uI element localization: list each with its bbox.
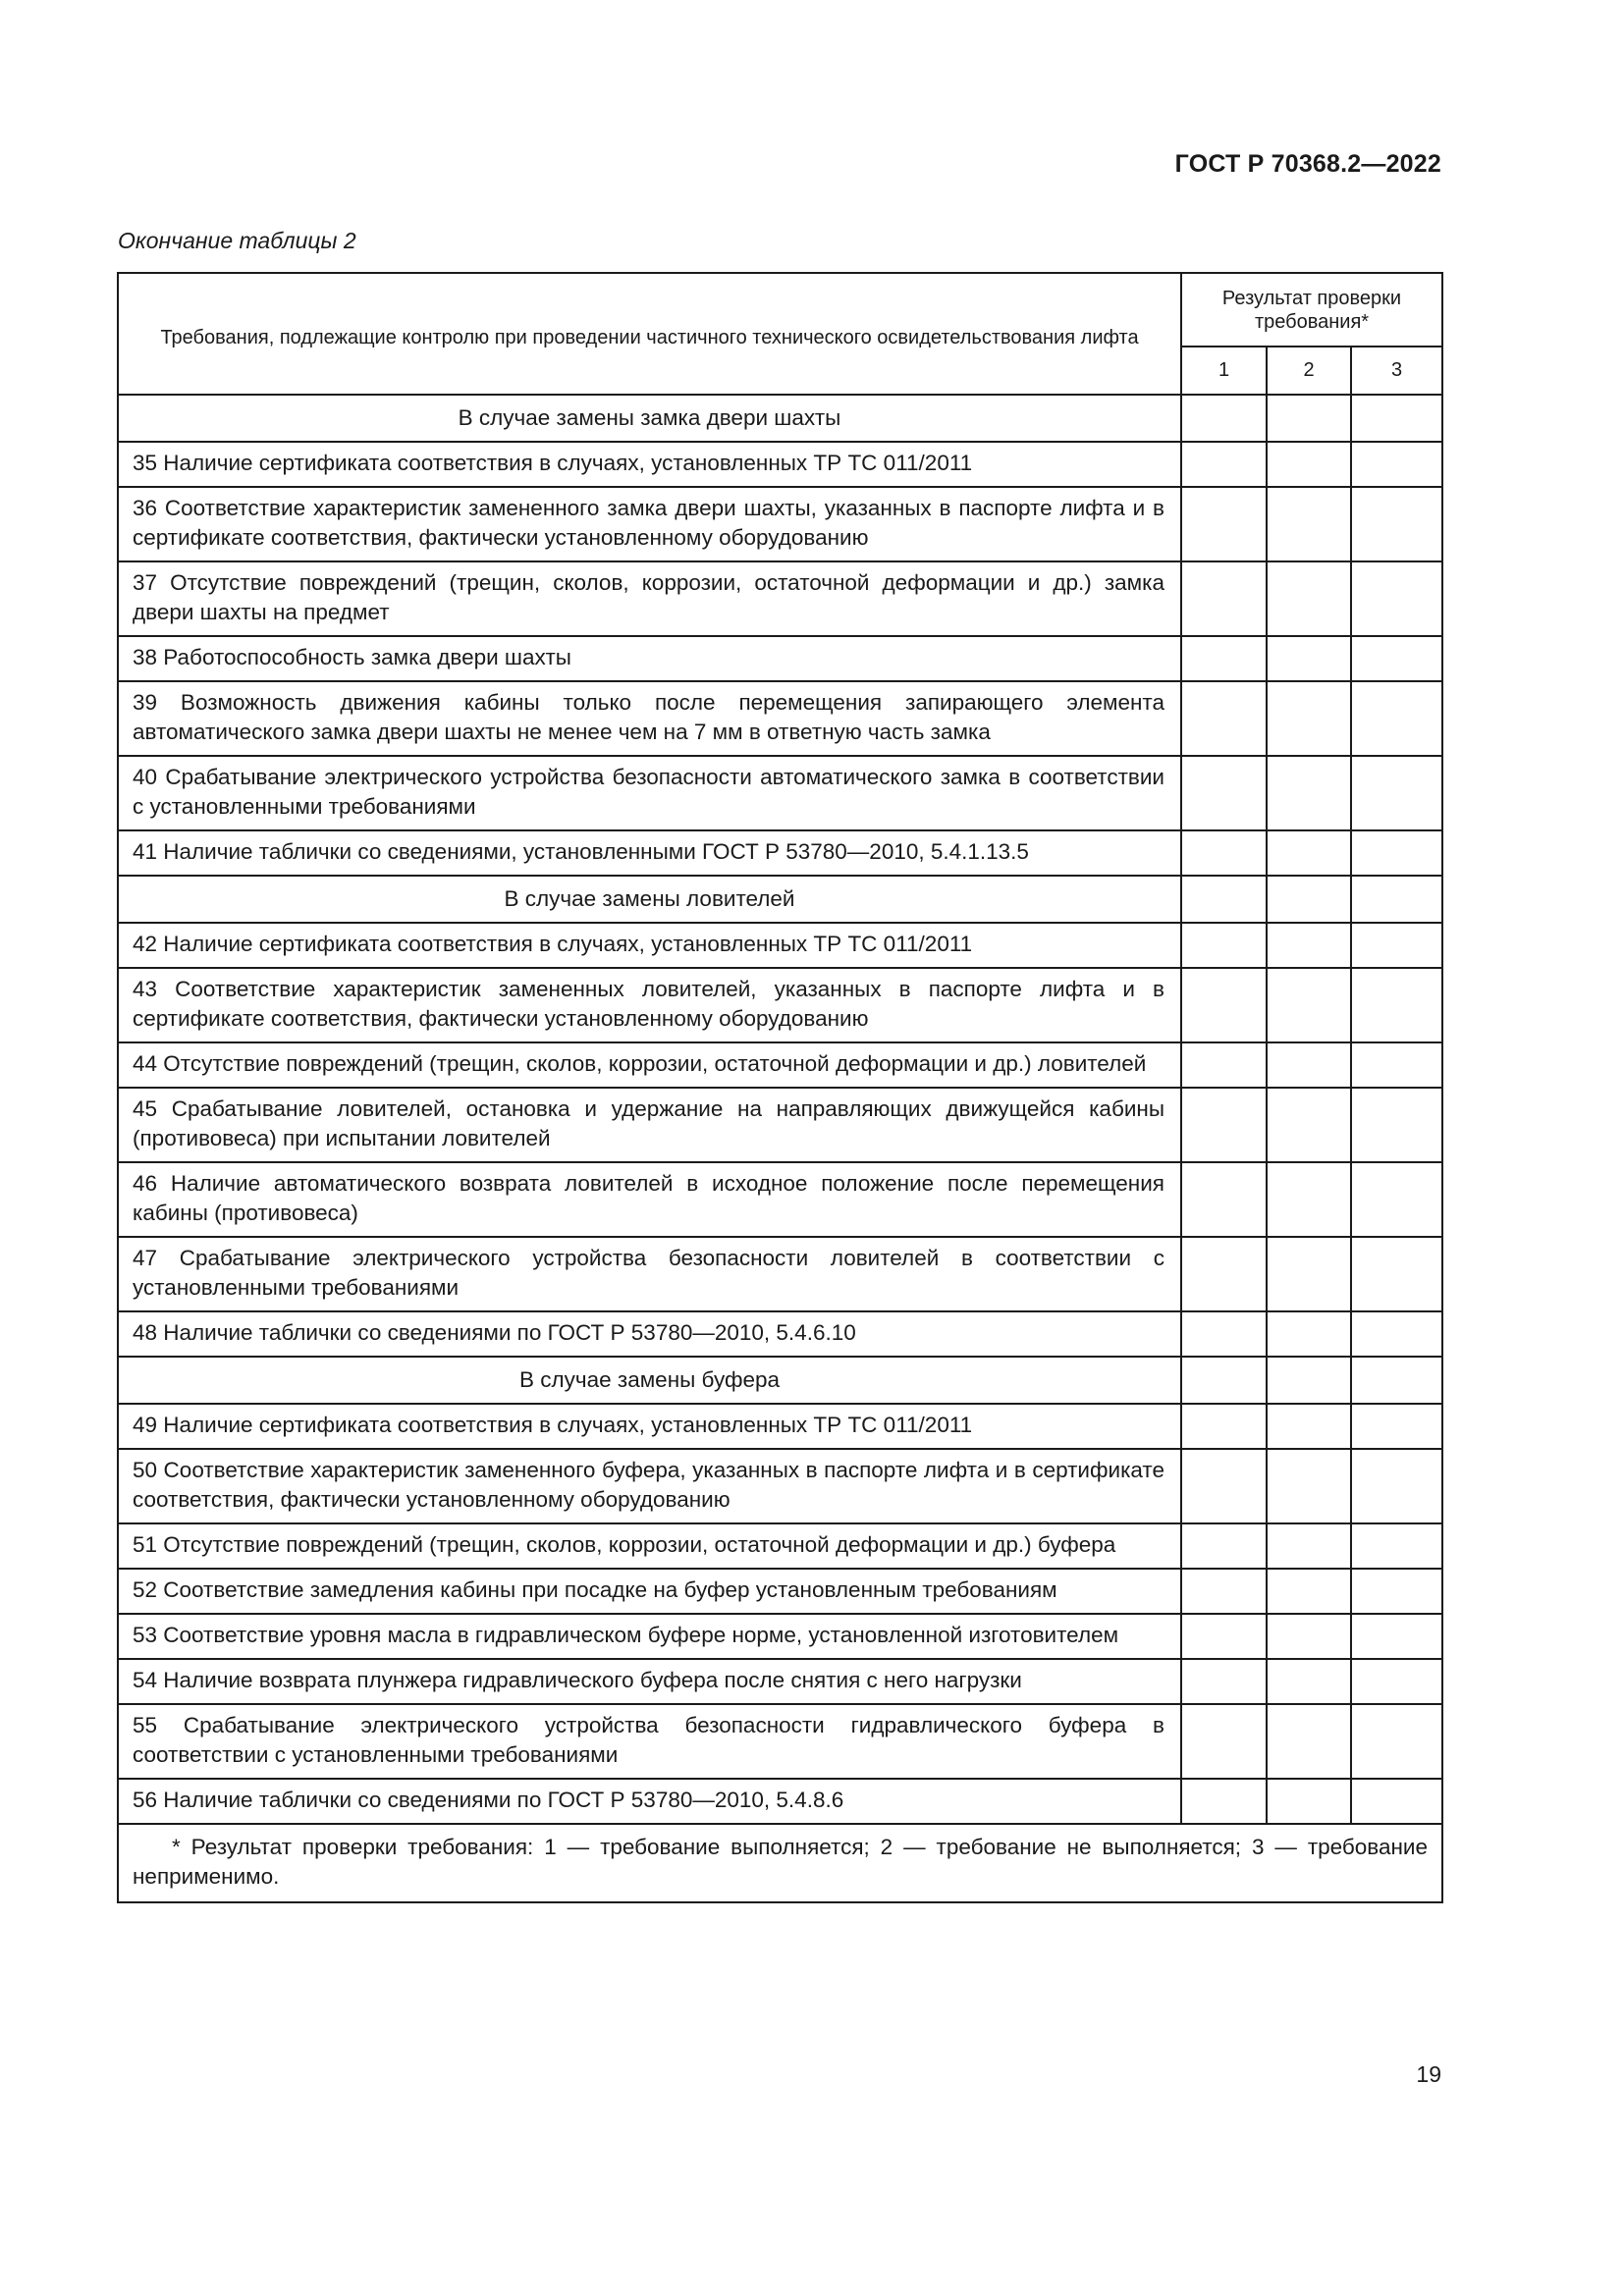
result-cell-1[interactable] (1181, 1523, 1267, 1569)
requirement-text: 36 Соответствие характеристик замененного замка двери шахты, указанных в паспорте лифта и в сертификате соответствия, фактически установленному оборудованию (118, 487, 1181, 561)
requirement-text: 52 Соответствие замедления кабины при посадке на буфер установленным требованиям (118, 1569, 1181, 1614)
result-cell-3[interactable] (1351, 1088, 1442, 1162)
result-cell-3[interactable] (1351, 876, 1442, 923)
header-result: Результат проверки требования* (1181, 273, 1442, 347)
table-row (118, 1779, 1442, 1824)
table-row (118, 1704, 1442, 1779)
result-cell-2[interactable] (1267, 1569, 1351, 1614)
result-cell-2[interactable] (1267, 1237, 1351, 1311)
result-cell-1[interactable] (1181, 756, 1267, 830)
result-cell-2[interactable] (1267, 1311, 1351, 1357)
document-code: ГОСТ Р 70368.2—2022 (1174, 150, 1441, 178)
result-cell-1[interactable] (1181, 442, 1267, 487)
result-cell-3[interactable] (1351, 1659, 1442, 1704)
result-cell-3[interactable] (1351, 395, 1442, 442)
result-cell-1[interactable] (1181, 1162, 1267, 1237)
section-row (118, 876, 1442, 923)
requirement-text: 54 Наличие возврата плунжера гидравлического буфера после снятия с него нагрузки (118, 1659, 1181, 1704)
table-row (118, 1523, 1442, 1569)
result-cell-3[interactable] (1351, 442, 1442, 487)
result-cell-2[interactable] (1267, 1088, 1351, 1162)
table-row (118, 681, 1442, 756)
result-cell-1[interactable] (1181, 681, 1267, 756)
result-cell-2[interactable] (1267, 487, 1351, 561)
result-cell-2[interactable] (1267, 1523, 1351, 1569)
table-row (118, 1237, 1442, 1311)
result-cell-3[interactable] (1351, 1237, 1442, 1311)
requirement-text: 35 Наличие сертификата соответствия в случаях, установленных ТР ТС 011/2011 (118, 442, 1181, 487)
requirement-text: 49 Наличие сертификата соответствия в случаях, установленных ТР ТС 011/2011 (118, 1404, 1181, 1449)
result-cell-1[interactable] (1181, 1311, 1267, 1357)
result-cell-1[interactable] (1181, 1659, 1267, 1704)
result-cell-3[interactable] (1351, 561, 1442, 636)
table-row (118, 442, 1442, 487)
requirement-text: 38 Работоспособность замка двери шахты (118, 636, 1181, 681)
requirement-text: 45 Срабатывание ловителей, остановка и удержание на направляющих движущейся кабины (противовеса) при испытании ловителей (118, 1088, 1181, 1162)
result-cell-2[interactable] (1267, 1357, 1351, 1404)
result-cell-2[interactable] (1267, 923, 1351, 968)
result-cell-2[interactable] (1267, 561, 1351, 636)
result-cell-3[interactable] (1351, 1523, 1442, 1569)
table-row (118, 968, 1442, 1042)
requirement-text: 40 Срабатывание электрического устройства безопасности автоматического замка в соответствии с установленными требованиями (118, 756, 1181, 830)
result-cell-2[interactable] (1267, 395, 1351, 442)
result-cell-2[interactable] (1267, 1779, 1351, 1824)
footnote-text: * Результат проверки требования: 1 — требование выполняется; 2 — требование не выполняется; 3 — требование неприменимо. (133, 1835, 1429, 1889)
result-cell-2[interactable] (1267, 1404, 1351, 1449)
result-cell-3[interactable] (1351, 1614, 1442, 1659)
result-cell-2[interactable] (1267, 968, 1351, 1042)
result-cell-1[interactable] (1181, 1088, 1267, 1162)
result-cell-2[interactable] (1267, 636, 1351, 681)
requirement-text: 41 Наличие таблички со сведениями, установленными ГОСТ Р 53780—2010, 5.4.1.13.5 (118, 830, 1181, 876)
result-cell-2[interactable] (1267, 1449, 1351, 1523)
table-caption: Окончание таблицы 2 (118, 228, 356, 253)
requirement-text: 43 Соответствие характеристик замененных ловителей, указанных в паспорте лифта и в сертификате соответствия, фактически установленному оборудованию (118, 968, 1181, 1042)
section-title: В случае замены замка двери шахты (118, 395, 1181, 442)
result-cell-3[interactable] (1351, 1311, 1442, 1357)
result-cell-3[interactable] (1351, 681, 1442, 756)
result-cell-3[interactable] (1351, 1449, 1442, 1523)
result-cell-2[interactable] (1267, 1704, 1351, 1779)
header-col-3: 3 (1351, 347, 1442, 395)
result-cell-2[interactable] (1267, 830, 1351, 876)
requirement-text: 44 Отсутствие повреждений (трещин, сколов, коррозии, остаточной деформации и др.) ловителей (118, 1042, 1181, 1088)
requirement-text: 53 Соответствие уровня масла в гидравлическом буфере норме, установленной изготовителем (118, 1614, 1181, 1659)
header-col-1: 1 (1181, 347, 1267, 395)
result-cell-1[interactable] (1181, 1614, 1267, 1659)
result-cell-3[interactable] (1351, 830, 1442, 876)
result-cell-2[interactable] (1267, 1042, 1351, 1088)
result-cell-1[interactable] (1181, 1237, 1267, 1311)
table-row (118, 1569, 1442, 1614)
result-cell-2[interactable] (1267, 1162, 1351, 1237)
footnote-row (118, 1824, 1442, 1902)
result-cell-3[interactable] (1351, 1704, 1442, 1779)
result-cell-2[interactable] (1267, 681, 1351, 756)
table-row (118, 830, 1442, 876)
table-row (118, 1088, 1442, 1162)
result-cell-2[interactable] (1267, 1659, 1351, 1704)
header-col-2: 2 (1267, 347, 1351, 395)
requirement-text: 46 Наличие автоматического возврата ловителей в исходное положение после перемещения кабины (противовеса) (118, 1162, 1181, 1237)
table-row (118, 1311, 1442, 1357)
requirement-text: 48 Наличие таблички со сведениями по ГОСТ Р 53780—2010, 5.4.6.10 (118, 1311, 1181, 1357)
result-cell-3[interactable] (1351, 968, 1442, 1042)
result-cell-1[interactable] (1181, 876, 1267, 923)
result-cell-1[interactable] (1181, 561, 1267, 636)
table-row (118, 561, 1442, 636)
result-cell-3[interactable] (1351, 1357, 1442, 1404)
table-row (118, 1404, 1442, 1449)
section-row (118, 1357, 1442, 1404)
result-cell-1[interactable] (1181, 1404, 1267, 1449)
result-cell-2[interactable] (1267, 876, 1351, 923)
result-cell-3[interactable] (1351, 1779, 1442, 1824)
result-cell-1[interactable] (1181, 1569, 1267, 1614)
result-cell-1[interactable] (1181, 487, 1267, 561)
result-cell-1[interactable] (1181, 395, 1267, 442)
requirement-text: 42 Наличие сертификата соответствия в случаях, установленных ТР ТС 011/2011 (118, 923, 1181, 968)
section-row (118, 395, 1442, 442)
result-cell-3[interactable] (1351, 636, 1442, 681)
result-cell-1[interactable] (1181, 636, 1267, 681)
result-cell-1[interactable] (1181, 923, 1267, 968)
result-cell-1[interactable] (1181, 830, 1267, 876)
table-row (118, 1614, 1442, 1659)
requirement-text: 50 Соответствие характеристик замененного буфера, указанных в паспорте лифта и в сертификате соответствия, фактически установленному оборудованию (118, 1449, 1181, 1523)
table-header-row (118, 273, 1442, 347)
requirement-text: 56 Наличие таблички со сведениями по ГОСТ Р 53780—2010, 5.4.8.6 (118, 1779, 1181, 1824)
result-cell-3[interactable] (1351, 1404, 1442, 1449)
requirement-text: 47 Срабатывание электрического устройства безопасности ловителей в соответствии с установленными требованиями (118, 1237, 1181, 1311)
result-cell-3[interactable] (1351, 756, 1442, 830)
table-row (118, 636, 1442, 681)
result-cell-1[interactable] (1181, 968, 1267, 1042)
section-title: В случае замены ловителей (118, 876, 1181, 923)
table-row (118, 1659, 1442, 1704)
table-row (118, 756, 1442, 830)
table-row (118, 1449, 1442, 1523)
requirement-text: 39 Возможность движения кабины только после перемещения запирающего элемента автоматического замка двери шахты не менее чем на 7 мм в ответную часть замка (118, 681, 1181, 756)
footnote (118, 1824, 1442, 1902)
table-row (118, 1042, 1442, 1088)
result-cell-1[interactable] (1181, 1357, 1267, 1404)
table-row (118, 1162, 1442, 1237)
result-cell-2[interactable] (1267, 756, 1351, 830)
result-cell-2[interactable] (1267, 442, 1351, 487)
result-cell-1[interactable] (1181, 1042, 1267, 1088)
result-cell-3[interactable] (1351, 1569, 1442, 1614)
result-cell-1[interactable] (1181, 1704, 1267, 1779)
requirement-text: 37 Отсутствие повреждений (трещин, сколов, коррозии, остаточной деформации и др.) замка двери шахты на предмет (118, 561, 1181, 636)
section-title: В случае замены буфера (118, 1357, 1181, 1404)
result-cell-3[interactable] (1351, 923, 1442, 968)
requirements-table (117, 272, 1443, 1903)
result-cell-1[interactable] (1181, 1779, 1267, 1824)
header-requirements: Требования, подлежащие контролю при проведении частичного технического освидетельствования лифта (118, 273, 1181, 395)
requirement-text: 55 Срабатывание электрического устройства безопасности гидравлического буфера в соответствии с установленными требованиями (118, 1704, 1181, 1779)
page-number: 19 (1416, 2061, 1441, 2087)
requirement-text: 51 Отсутствие повреждений (трещин, сколов, коррозии, остаточной деформации и др.) буфера (118, 1523, 1181, 1569)
table-row (118, 923, 1442, 968)
result-cell-3[interactable] (1351, 1042, 1442, 1088)
result-cell-3[interactable] (1351, 1162, 1442, 1237)
table-row (118, 487, 1442, 561)
result-cell-3[interactable] (1351, 487, 1442, 561)
result-cell-1[interactable] (1181, 1449, 1267, 1523)
result-cell-2[interactable] (1267, 1614, 1351, 1659)
